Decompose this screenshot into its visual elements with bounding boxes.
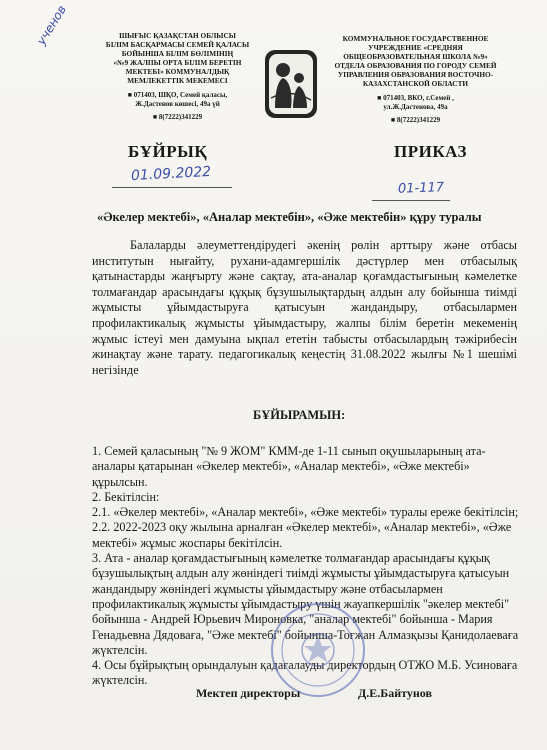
phone-icon: ■ xyxy=(152,113,159,121)
mail-icon: ■ xyxy=(377,94,384,102)
header-left-line: БІЛІМ БАСҚАРМАСЫ СЕМЕЙ ҚАЛАСЫ xyxy=(105,40,250,49)
header-right-phone xyxy=(323,116,508,125)
address-line-1: 071403, ВКО, г.Семей , xyxy=(383,94,454,102)
order-item: 2. Бекітілсін: xyxy=(92,489,160,504)
phone-number: 8(7222)341229 xyxy=(158,113,203,121)
handwritten-order-number: 01-117 xyxy=(397,180,445,197)
header-right-line: ОБЩЕОБРАЗОВАТЕЛЬНАЯ ШКОЛА №9» xyxy=(343,52,488,61)
handwritten-margin-note: ученов xyxy=(34,2,70,48)
header-left-kazakh xyxy=(95,31,260,122)
header-left-line: МЕМЛЕКЕТТІК МЕКЕМЕСІ xyxy=(127,76,228,85)
school-logo xyxy=(263,48,319,120)
address-line-1: 071403, ШҚО, Семей қаласы, xyxy=(133,91,228,99)
preamble-paragraph: Балаларды әлеуметтендірудегі әкенің рөлін арттыру және отбасы институтын нығайту, рухани-адамгершілік дәстүрлер мен отбасылық қатынастарды жаңғырту және сақтау, ата-аналар қоғамдастығының кәмелетке толмағандар арасындағы құқық бұзушылықтардың алдын алу бойынша тиімді жұмысты ұйымдастыруға қатысуын жандандыру, отбасылармен профилактикалық жұмысты ұйымдастыру, жалпы білім беретін мекеменің жұмыс істеуі мен дамуына ықпал ететін табысты отбасылардың тәжірибесін жинақтау және тарату. педагогикалық кеңестің 31.08.2022 жылғы №1 шешімі негізінде xyxy=(92,238,517,377)
address-line-2: ул.Ж.Дастенова, 49а xyxy=(383,103,448,111)
header-right-line: УПРАВЛЕНИЯ ОБРАЗОВАНИЯ ВОСТОЧНО- xyxy=(337,70,494,79)
order-item: 3. Ата - аналар қоғамдастығының кәмелетке толмағандар арасындағы құқық бұзушылықтың алдын алу жөніндегі тиімді жұмысты ұйымдастыруға қатысуын жандандыру жөніндегі жұмысты ұйымдастыру және отбасылармен профилактикалық жұмысты ұйымдастыру үшін жауапкершілік "әкелер мектебі" бойынша - Андрей Юрьевич Мироновка, "аналар мектебі" бойынша - Мария Генадьевна Дядоваға, "Әже мектебі" бойынша-Тоғжан Алмазқызы Қанидолаеваға жүктелсін. xyxy=(92,551,519,657)
order-title-russian: ПРИКАЗ xyxy=(394,142,467,161)
mail-icon: ■ xyxy=(127,91,134,99)
official-seal xyxy=(268,600,368,700)
handwritten-date: 01.09.2022 xyxy=(130,163,212,185)
order-item: 4. Осы бұйрықтың орындалуын қадағалауды директордың ОТЖО М.Б. Усиноваға жүктелсін. xyxy=(92,658,518,688)
header-left-line: МЕКТЕБІ» КОММУНАЛДЫҚ xyxy=(125,67,230,76)
phone-number: 8(7222)341229 xyxy=(396,116,441,124)
header-left-line: БОЙЫНША БІЛІМ БӨЛІМІНІҢ xyxy=(121,49,234,58)
header-left-phone xyxy=(95,113,260,122)
signature-name: Д.Е.Байтунов xyxy=(358,686,432,700)
date-underline xyxy=(112,187,232,188)
order-heading: БҰЙЫРАМЫН: xyxy=(253,408,346,422)
order-item: 1. Семей қаласының "№ 9 ЖОМ" КММ-де 1-11 сынып оқушыларының ата-аналары қатарынан «Әкелер мектебі», «Аналар мектебі», «Әже мектебі» құрылсын. xyxy=(92,444,486,489)
number-underline xyxy=(372,200,450,201)
document-title: «Әкелер мектебі», «Аналар мектебін», «Әже мектебін» құру туралы xyxy=(97,210,482,224)
header-right-address xyxy=(323,94,508,112)
signature-title: Мектеп директоры xyxy=(196,686,301,700)
header-left-address xyxy=(95,91,260,109)
header-left-line: «№9 ЖАЛПЫ ОРТА БІЛІМ БЕРЕТІН xyxy=(113,58,242,67)
header-right-russian xyxy=(323,34,508,125)
header-left-line: ШЫҒЫС ҚАЗАҚСТАН ОБЛЫСЫ xyxy=(119,31,236,40)
header-right-line: УЧРЕЖДЕНИЕ «СРЕДНЯЯ xyxy=(368,43,463,52)
header-right-line: ОТДЕЛА ОБРАЗОВАНИЯ ПО ГОРОДУ СЕМЕЙ xyxy=(334,61,497,70)
header-right-line: КАЗАХСТАНСКОЙ ОБЛАСТИ xyxy=(362,79,469,88)
order-title-kazakh: БҰЙРЫҚ xyxy=(128,142,208,161)
address-line-2: Ж.Дастенов көшесі, 49а үй xyxy=(135,100,220,108)
header-right-line: КОММУНАЛЬНОЕ ГОСУДАРСТВЕННОЕ xyxy=(342,34,489,43)
phone-icon: ■ xyxy=(390,116,397,124)
order-item: 2.2. 2022-2023 оқу жылына арналған «Әкелер мектебі», «Аналар мектебі», «Әже мектебі» жұмыс жоспары бекітілсін. xyxy=(92,520,512,550)
order-item: 2.1. «Әкелер мектебі», «Аналар мектебі», «Әже мектебі» туралы ереже бекітілсін; xyxy=(92,505,519,520)
